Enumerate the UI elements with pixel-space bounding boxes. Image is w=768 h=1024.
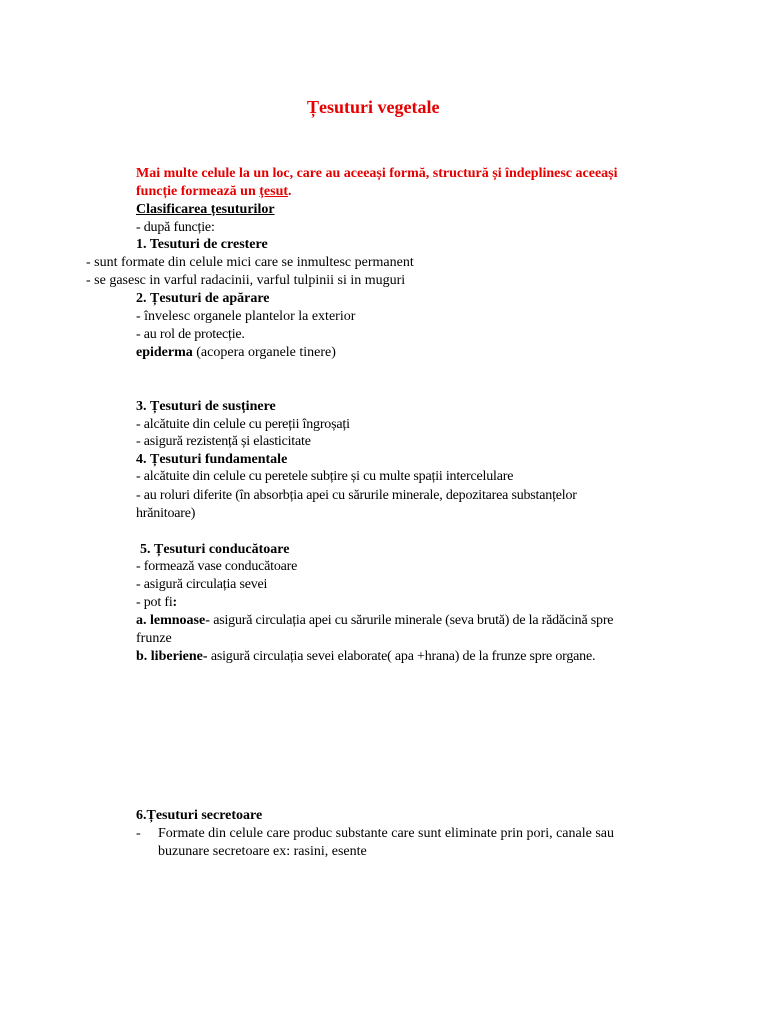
section-2-item: - au rol de protecție.: [136, 327, 245, 342]
section-3-item: - asigură rezistență și elasticitate: [136, 434, 311, 449]
section-5-item: - formează vase conducătoare: [136, 559, 298, 574]
section-5-types-intro-text: - pot fi: [136, 595, 173, 610]
section-5-item: - asigură circulația sevei: [136, 577, 268, 592]
section-2-example: [136, 344, 336, 362]
section-4-heading: 4. Țesuturi fundamentale: [136, 452, 288, 467]
section-6-bullet: -: [136, 826, 141, 841]
section-1-item: - se gasesc in varful radacinii, varful tulpinii si in muguri: [86, 273, 406, 288]
section-1-item: - sunt formate din celule mici care se inmultesc permanent: [86, 255, 414, 270]
section-4-item: - au roluri diferite (în absorbția apei cu sărurile minerale, depozitarea substanțelor: [136, 488, 577, 503]
section-1-heading: 1. Tesuturi de crestere: [136, 237, 268, 252]
section-5-heading: 5. Țesuturi conducătoare: [140, 542, 290, 557]
section-4-item-continuation: hrănitoare): [136, 506, 196, 521]
section-5-type-a-text: asigură circulația apei cu sărurile minerale (seva brută) de la rădăcină spre: [209, 613, 614, 628]
section-4-item: - alcătuite din celule cu peretele subțire și cu multe spații intercelulare: [136, 469, 514, 484]
intro-line-2-end: .: [288, 184, 292, 199]
section-6-item-line-2: buzunare secretoare ex: rasini, esente: [158, 844, 367, 859]
classification-heading: Clasificarea țesuturilor: [136, 202, 275, 217]
section-3-item: - alcătuite din celule cu pereții îngroșați: [136, 417, 350, 432]
section-6-heading: 6.Țesuturi secretoare: [136, 808, 263, 823]
section-5-type-b-term: b. liberiene-: [136, 649, 208, 664]
section-6-item-line-1: Formate din celule care produc substante care sunt eliminate prin pori, canale sau: [158, 826, 614, 841]
document-title: Țesuturi vegetale: [307, 97, 440, 117]
section-5-type-a-continuation: frunze: [136, 631, 172, 646]
intro-key-term: țesut: [259, 184, 289, 199]
section-5-type-a-term: a. lemnoase-: [136, 613, 210, 628]
section-3-heading: 3. Țesuturi de susținere: [136, 399, 276, 414]
intro-line-2-start: funcție formează un: [136, 184, 260, 199]
section-2-item: - învelesc organele plantelor la exterior: [136, 309, 356, 324]
intro-line-1: Mai multe celule la un loc, care au aceeași formă, structură și îndeplinesc aceeași: [136, 166, 618, 181]
section-5-type-b: [136, 648, 595, 666]
section-5-type-b-text: asigură circulația sevei elaborate( apa +hrana) de la frunze spre organe.: [207, 649, 596, 664]
section-5-types-intro: [136, 594, 177, 612]
classification-by-function: - după funcție:: [136, 220, 215, 235]
section-2-heading: 2. Țesuturi de apărare: [136, 291, 270, 306]
section-2-example-text: (acopera organele tinere): [192, 345, 336, 360]
section-5-type-a: [136, 612, 613, 630]
section-5-types-intro-colon: :: [172, 595, 177, 610]
section-2-example-term: epiderma: [136, 345, 193, 360]
intro-line-2: [136, 183, 292, 201]
